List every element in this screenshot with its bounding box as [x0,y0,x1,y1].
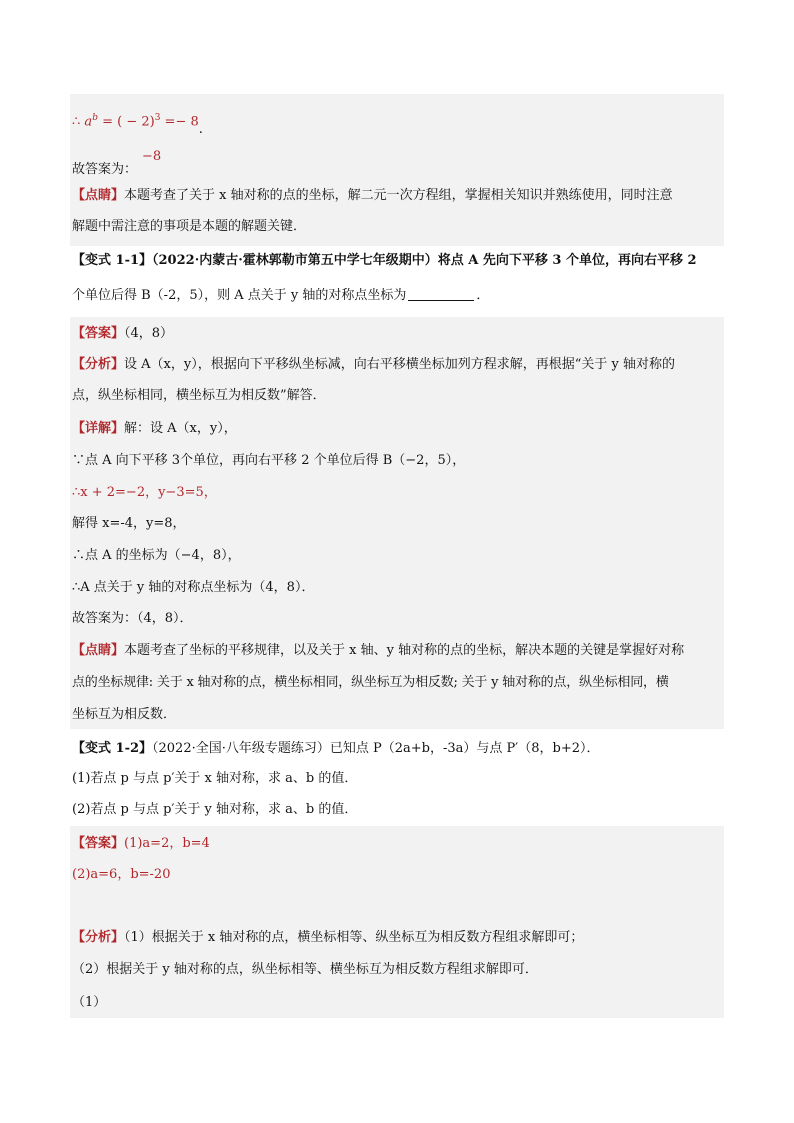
variant-1-2-question-line-2: (1)若点 p 与点 p′关于 x 轴对称，求 a、b 的值． [72,771,358,786]
variant-1-1-analysis-1: 【分析】设 A（x，y），根据向下平移纵坐标减，向右平移横坐标加列方程求解，再根据“关于 y 轴对称的 [72,357,675,372]
variant-1-1-final-answer: 故答案为：（4，8）． [72,611,193,626]
variant-1-1-detail-4: 解得 x=-4，y=8， [72,516,186,531]
variant-1-1-question-line-1: 【变式 1-1】（2022·内蒙古·霍林郭勒市第五中学七年级期中）将点 A 先向下平移 3 个单位，再向右平移 2 [72,253,697,268]
variant-1-1-detail-2: ∵点 A 向下平移 3个单位，再向右平移 2 个单位后得 B（−2，5）， [72,453,466,468]
variant-1-1-comment-2: 点的坐标规律: 关于 x 轴对称的点，横坐标相同，纵坐标互为相反数; 关于 y 轴对称的点，纵坐标相同，横 [72,675,669,690]
variant-1-1-comment-3: 坐标互为相反数． [72,707,177,722]
variant-1-1-detail-5: ∴点 A 的坐标为（−4，8）， [72,548,241,563]
answer-value-floating: −8 [142,149,162,164]
variant-1-1-analysis-2: 点，纵坐标相同，横坐标互为相反数”解答． [72,388,326,403]
answer-block-v12 [70,826,724,1018]
variant-1-2-analysis-1: 【分析】（1）根据关于 x 轴对称的点，横坐标相等、纵坐标互为相反数方程组求解即可； [72,930,584,945]
variant-1-1-comment-1: 【点睛】本题考查了坐标的平移规律，以及关于 x 轴、y 轴对称的点的坐标，解决本题的关键是掌握好对称 [72,643,685,658]
variant-1-1-question-line-2: 个单位后得 B（-2，5），则 A 点关于 y 轴的对称点坐标为 ． [72,288,490,303]
variant-1-2-detail-1: （1） [72,995,107,1010]
math-result-line: ∴ $a^b$ = ( − 2)$^3$ =− 8. [72,113,203,138]
answer-label: 故答案为： [72,162,138,177]
variant-1-1-detail-6: ∴A 点关于 y 轴的对称点坐标为（4，8）． [72,580,315,595]
comment-line-1: 【点睛】本题考查了关于 x 轴对称的点的坐标，解二元一次方程组，掌握相关知识并熟练使用，同时注意 [72,188,673,203]
variant-1-2-question-line-1: 【变式 1-2】（2022·全国·八年级专题练习）已知点 P（2a+b，-3a）与点 P′（8，b+2）． [72,741,600,756]
variant-1-1-detail-3: ∴x + 2=−2，y−3=5， [72,485,217,500]
variant-1-1-answer: 【答案】（4，8） [72,326,174,341]
variant-1-2-analysis-2: （2）根据关于 y 轴对称的点，纵坐标相等、横坐标互为相反数方程组求解即可． [72,962,538,977]
variant-1-2-question-line-3: (2)若点 p 与点 p′关于 y 轴对称，求 a、b 的值． [72,802,358,817]
answer-blank[interactable] [408,286,474,301]
variant-1-2-answer-1: 【答案】(1)a=2，b=4 [72,836,210,851]
variant-1-1-detail-1: 【详解】解：设 A（x，y）， [72,421,237,436]
variant-1-2-answer-2: (2)a=6，b=-20 [72,867,171,882]
comment-line-2: 解题中需注意的事项是本题的解题关键． [72,219,307,234]
